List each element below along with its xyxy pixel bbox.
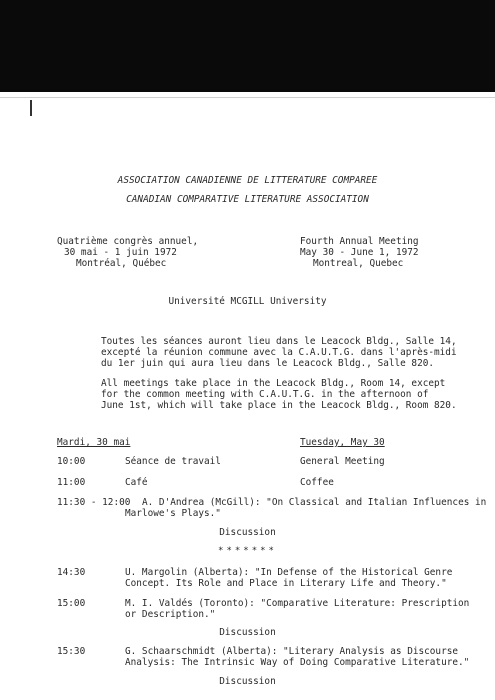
meeting-en-line2: May 30 - June 1, 1972: [300, 247, 419, 258]
section-divider-stars: *******: [218, 546, 277, 556]
scan-margin-mark: [30, 100, 32, 116]
title-english: CANADIAN COMPARATIVE LITERATURE ASSOCIATION: [126, 194, 369, 205]
schedule-item-fr: Café: [125, 477, 148, 488]
discussion-label: Discussion: [219, 627, 276, 638]
talk-time: 11:30 - 12:00: [57, 497, 131, 508]
schedule-item-en: Coffee: [300, 477, 334, 488]
notice-en-line1: All meetings take place in the Leacock Bldg., Room 14, except: [101, 378, 446, 389]
meeting-en-line3: Montreal, Quebec: [313, 258, 404, 269]
day-heading-fr: Mardi, 30 mai: [57, 437, 131, 448]
university-name: Université MCGILL University: [168, 296, 327, 307]
meeting-fr-line1: Quatrième congrès annuel,: [57, 236, 199, 247]
meeting-en-line1: Fourth Annual Meeting: [300, 236, 419, 247]
notice-fr-line2: excepté la réunion commune avec la C.A.U.T.G. dans l'après-midi: [101, 347, 457, 358]
talk-line2: or Description.": [125, 609, 216, 620]
meeting-fr-line3: Montréal, Québec: [76, 258, 167, 269]
schedule-item-en: General Meeting: [300, 456, 385, 467]
notice-en-line3: June 1st, which will take place in the Leacock Bldg., Room 820.: [101, 400, 457, 411]
scan-edge-line: [0, 97, 495, 98]
talk-line2: Concept. Its Role and Place in Literary Life and Theory.": [125, 578, 447, 589]
discussion-label: Discussion: [219, 527, 276, 538]
talk-line2: Analysis: The Intrinsic Way of Doing Comparative Literature.": [125, 657, 470, 668]
schedule-item-fr: Séance de travail: [125, 456, 221, 467]
talk-line1: G. Schaarschmidt (Alberta): "Literary Analysis as Discourse: [125, 646, 459, 657]
title-french: ASSOCIATION CANADIENNE DE LITTERATURE COMPAREE: [117, 175, 378, 186]
talk-time: 14:30: [57, 567, 86, 578]
day-heading-en: Tuesday, May 30: [300, 437, 385, 448]
talk-time: 15:30: [57, 646, 86, 657]
schedule-time: 10:00: [57, 456, 86, 467]
scan-black-band: [0, 0, 495, 92]
discussion-label: Discussion: [219, 676, 276, 687]
talk-line1: M. I. Valdés (Toronto): "Comparative Literature: Prescription: [125, 598, 470, 609]
talk-line1: U. Margolin (Alberta): "In Defense of the Historical Genre: [125, 567, 453, 578]
notice-fr-line3: du 1er juin qui aura lieu dans le Leacock Bldg., Salle 820.: [101, 358, 435, 369]
schedule-time: 11:00: [57, 477, 86, 488]
meeting-fr-line2: 30 mai - 1 juin 1972: [64, 247, 177, 258]
talk-line1: A. D'Andrea (McGill): "On Classical and Italian Influences in: [142, 497, 487, 508]
talk-line2: Marlowe's Plays.": [125, 508, 221, 519]
notice-fr-line1: Toutes les séances auront lieu dans le Leacock Bldg., Salle 14,: [101, 336, 457, 347]
notice-en-line2: for the common meeting with C.A.U.T.G. in the afternoon of: [101, 389, 429, 400]
talk-time: 15:00: [57, 598, 86, 609]
